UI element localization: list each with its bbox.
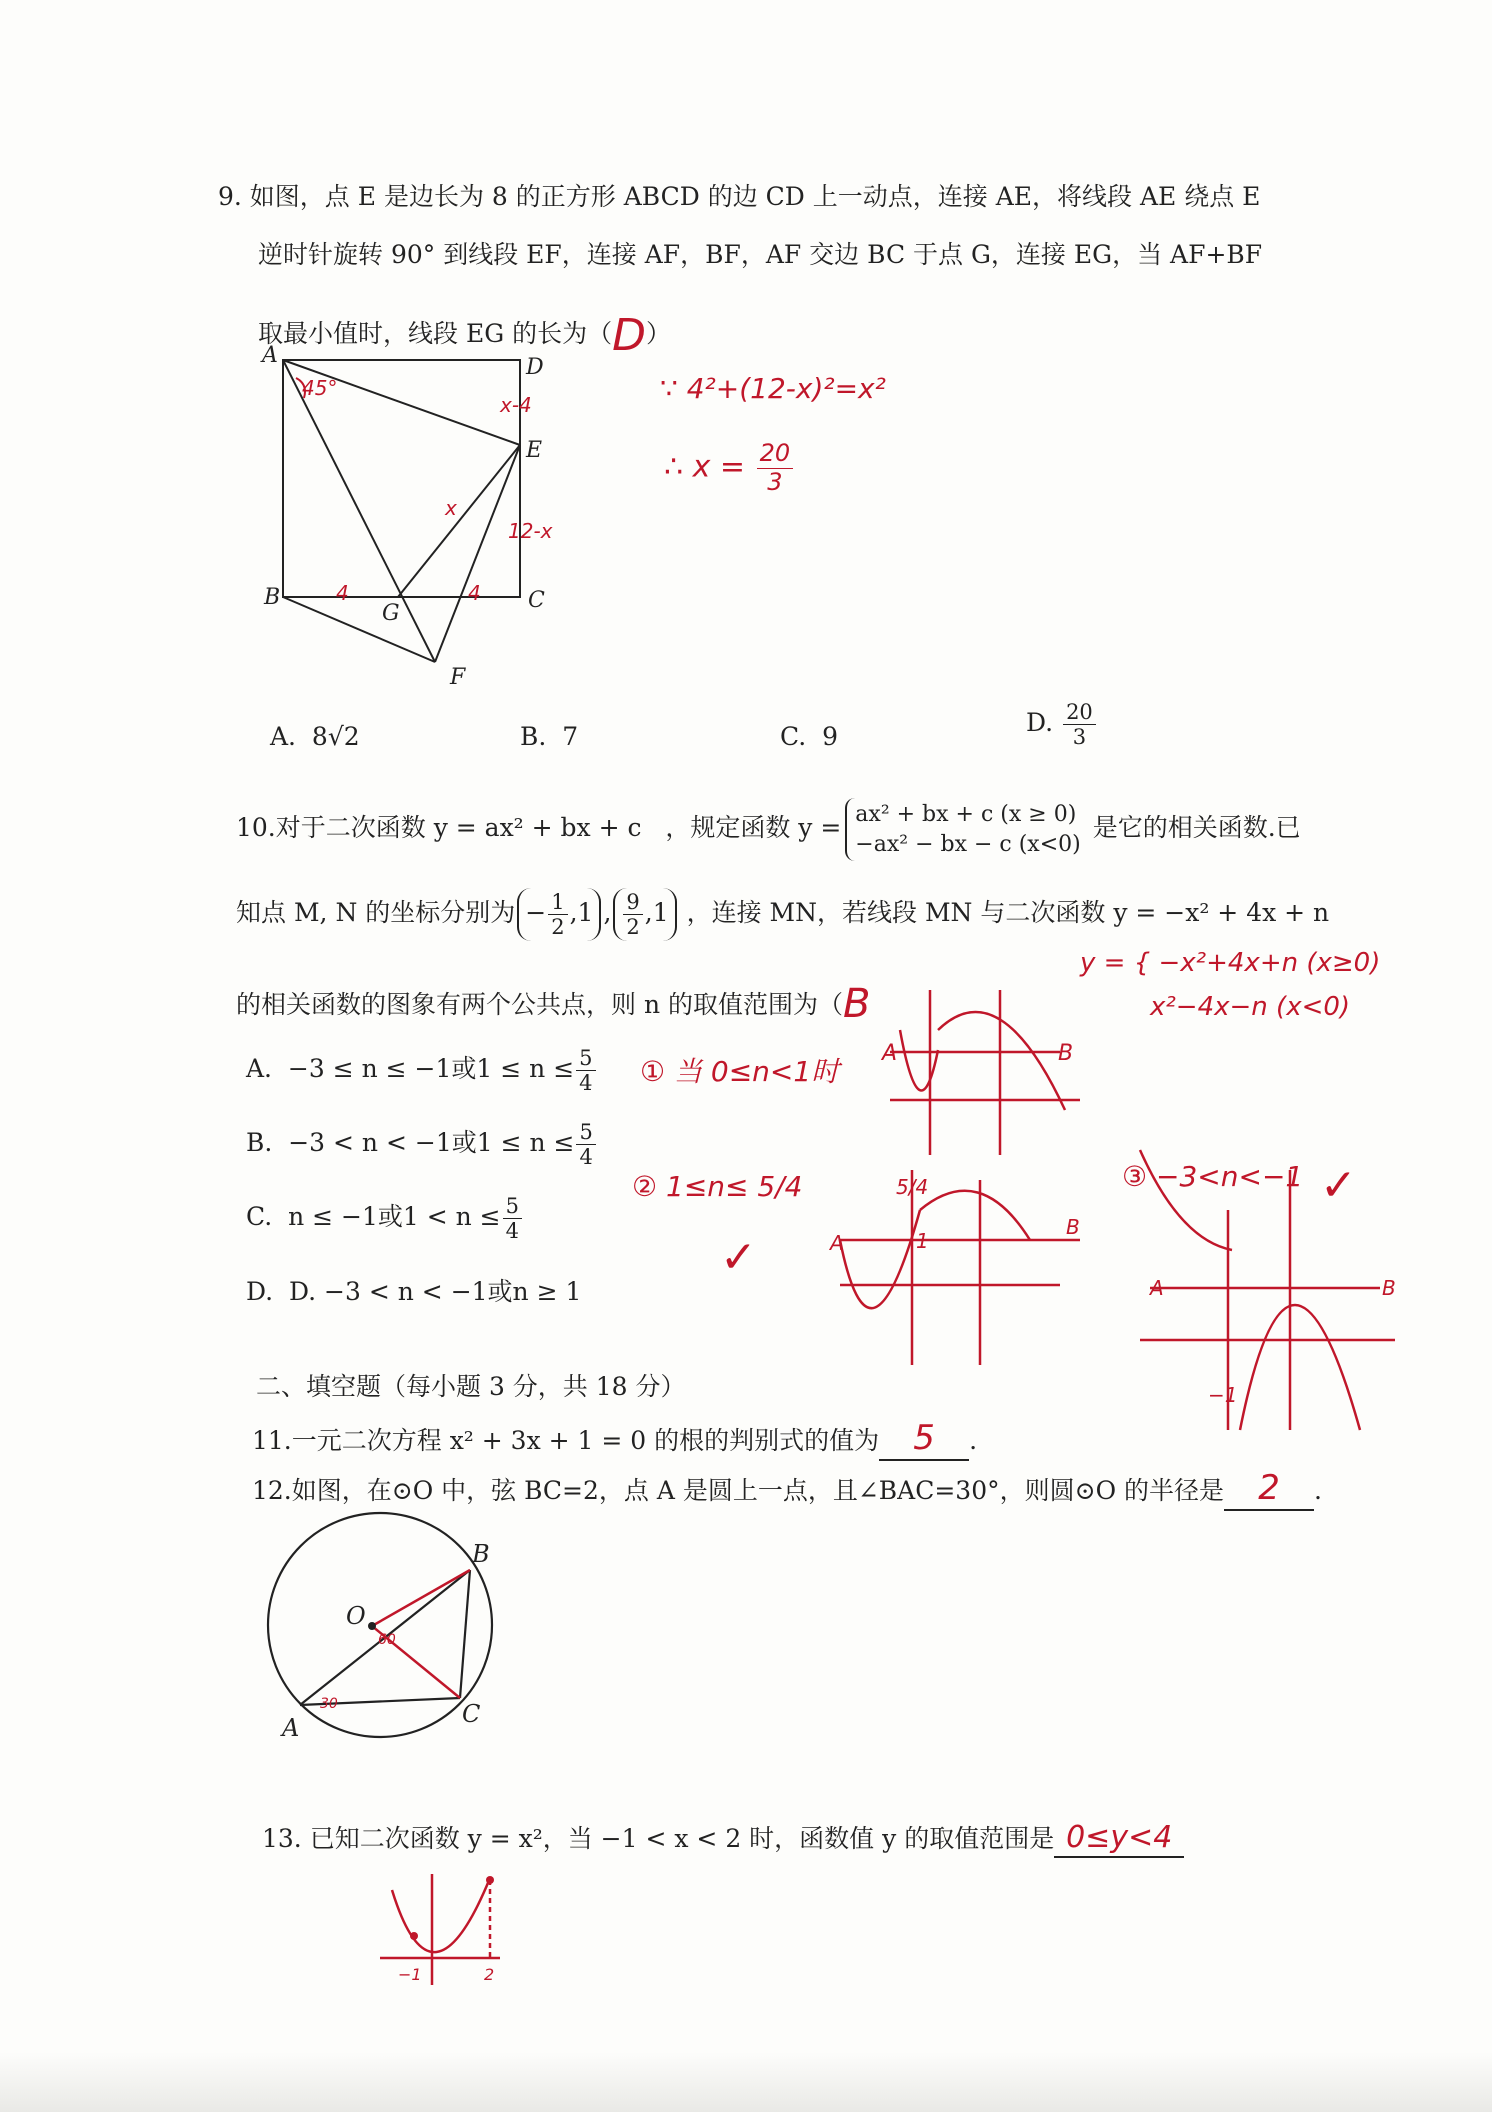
q9-option-d-num: 20 bbox=[1063, 700, 1096, 725]
q10-case2: −ax² − bx − c (x<0) bbox=[855, 831, 1081, 857]
q10-sketch-1 bbox=[880, 990, 1100, 1160]
q9-work-angle: 45° bbox=[302, 376, 338, 400]
q9-figure bbox=[250, 343, 650, 690]
q9-work-bg: 4 bbox=[336, 581, 349, 605]
q12-label-c: C bbox=[462, 1700, 481, 1728]
q10-sketch3-neg1: −1 bbox=[1208, 1383, 1238, 1407]
q13-work-neg1: −1 bbox=[398, 1965, 422, 1984]
q10-option-b-den: 4 bbox=[579, 1145, 593, 1170]
q9-line2: 逆时针旋转 90° 到线段 EF，连接 AF，BF，AF 交边 BC 于点 G，连接 EG，当 AF+BF bbox=[258, 240, 1263, 269]
q11-blank bbox=[879, 1418, 969, 1461]
q9-option-d bbox=[1026, 700, 1098, 749]
q9-option-a bbox=[270, 722, 360, 751]
q10-work-case2: ② 1≤n≤ 5/4 bbox=[632, 1170, 803, 1203]
q11-answer: 5 bbox=[913, 1418, 935, 1458]
q10-work-piece2: x²−4x−n (x<0) bbox=[1150, 992, 1351, 1022]
q10-option-b-text: −3 < n < −1或1 ≤ n ≤ bbox=[288, 1128, 575, 1158]
q9-work-line2 bbox=[664, 440, 795, 496]
q9-line1: 9. 如图，点 E 是边长为 8 的正方形 ABCD 的边 CD 上一动点，连接 AE，将线段 AE 绕点 E bbox=[218, 182, 1261, 211]
label-f: F bbox=[450, 665, 466, 690]
label-c: C bbox=[528, 588, 545, 613]
q10-option-c-den: 4 bbox=[505, 1219, 520, 1244]
q10-option-a-den: 4 bbox=[579, 1071, 593, 1096]
q12-text: 12.如图，在⊙O 中，弦 BC=2，点 A 是圆上一点，且∠BAC=30°，则圆⊙O 的半径是 bbox=[252, 1476, 1225, 1505]
q10-n-frac bbox=[623, 890, 642, 939]
q10-intro: 10.对于二次函数 y = ax² + bx + c bbox=[236, 813, 642, 843]
q10-m-num: 1 bbox=[548, 890, 567, 915]
q9-option-c-value: 9 bbox=[822, 722, 838, 751]
q10-line2a: 知点 M, N 的坐标分别为 bbox=[236, 898, 516, 928]
q9-option-c-label: C. bbox=[780, 722, 807, 751]
q9-work-de: x-4 bbox=[500, 393, 532, 417]
q9-option-a-value: 8√2 bbox=[311, 722, 360, 751]
q9-option-b bbox=[520, 722, 578, 751]
q10-sketch2-1: 1 bbox=[916, 1229, 929, 1253]
q13-text: 13. 已知二次函数 y = x²，当 −1 < x < 2 时，函数值 y 的取值范围是 bbox=[262, 1824, 1055, 1853]
q10-m-y: ,1 bbox=[569, 898, 594, 928]
q10-answer: B bbox=[843, 981, 871, 1027]
q10-option-b-num: 5 bbox=[576, 1120, 595, 1145]
q10-option-a-num: 5 bbox=[576, 1046, 595, 1071]
q9-option-d-frac bbox=[1063, 700, 1096, 749]
q12-work-30: 30 bbox=[320, 1696, 338, 1712]
q10-work-tick-2: ✓ bbox=[720, 1232, 757, 1283]
q10-sketch-2 bbox=[830, 1170, 1090, 1370]
q9-option-c bbox=[780, 722, 838, 751]
q13-blank bbox=[1054, 1820, 1184, 1858]
q10-option-d bbox=[246, 1272, 581, 1308]
section2-title: 二、填空题（每小题 3 分，共 18 分） bbox=[256, 1372, 686, 1401]
q10-option-b bbox=[246, 1120, 598, 1169]
q9-option-a-label: A. bbox=[270, 722, 297, 751]
q12-label-b: B bbox=[472, 1540, 490, 1568]
q10-option-c bbox=[246, 1194, 524, 1243]
q10-sketch2-a: A bbox=[830, 1231, 844, 1255]
q10-n-den: 2 bbox=[626, 915, 640, 940]
q10-line3-text: 的相关函数的图象有两个公共点，则 n 的取值范围为（ bbox=[236, 990, 843, 1019]
q9-work-eg: x bbox=[445, 496, 457, 520]
label-d: D bbox=[526, 355, 544, 380]
q9-work-frac bbox=[757, 440, 794, 496]
segment-eg bbox=[398, 445, 520, 597]
q10-sketch1-a: A bbox=[882, 1041, 898, 1066]
q11-end: . bbox=[969, 1426, 978, 1455]
q12-label-a: A bbox=[282, 1714, 300, 1742]
q10-line2: 知点 M, N 的坐标分别为 − $\frac{1}{2}$ ,1 , $\frac{9}{2}$ ,1 ，连接 MN，若线段 MN 与二次函数 y = −x² + 4x + n bbox=[236, 888, 1329, 941]
label-a: A bbox=[262, 343, 278, 368]
q10-m-frac bbox=[548, 890, 567, 939]
q9-option-d-den: 3 bbox=[1072, 725, 1087, 750]
q13-work-2: 2 bbox=[484, 1965, 495, 1984]
q10-option-c-label: C. bbox=[246, 1202, 273, 1232]
q10-sketch1-b: B bbox=[1058, 1041, 1074, 1066]
q9-option-b-value: 7 bbox=[562, 722, 579, 751]
q9-line3 bbox=[258, 302, 672, 361]
q11-line bbox=[252, 1418, 977, 1461]
q9-work-den: 3 bbox=[767, 467, 783, 496]
label-e: E bbox=[526, 438, 543, 463]
q10-line2b: ，连接 MN，若线段 MN 与二次函数 y = −x² + 4x + n bbox=[686, 898, 1330, 928]
q10-work-tick-3: ✓ bbox=[1320, 1160, 1357, 1211]
q10-option-a bbox=[246, 1046, 598, 1095]
label-g: G bbox=[382, 601, 400, 626]
q12-label-o: O bbox=[346, 1602, 366, 1630]
q12-answer: 2 bbox=[1258, 1468, 1280, 1508]
q10-option-a-label: A. bbox=[246, 1054, 273, 1084]
q10-line3 bbox=[236, 976, 871, 1027]
q10-sketch3-b: B bbox=[1382, 1276, 1396, 1300]
q10-rule-end: 是它的相关函数.已 bbox=[1092, 813, 1301, 843]
q10-sketch2-b: B bbox=[1066, 1215, 1080, 1239]
q10-work-case3: ③ −3<n<−1 bbox=[1122, 1160, 1304, 1193]
q10-option-b-label: B. bbox=[246, 1128, 273, 1158]
q10-option-c-num: 5 bbox=[503, 1194, 522, 1219]
q10-sketch-3 bbox=[1130, 1140, 1400, 1430]
chord-bc bbox=[460, 1570, 470, 1698]
q9-answer: D bbox=[612, 310, 647, 361]
q10-option-d-text: D. −3 < n < −1或n ≥ 1 bbox=[289, 1277, 582, 1306]
q9-option-d-label: D. bbox=[1026, 708, 1054, 738]
q10-n-num: 9 bbox=[623, 890, 642, 915]
segment-bf bbox=[283, 597, 435, 662]
q10-line1 bbox=[236, 798, 1301, 861]
q10-option-d-label: D. bbox=[246, 1277, 274, 1306]
q9-line3-end: ） bbox=[646, 319, 672, 348]
q10-work-piece1: y = { −x²+4x+n (x≥0) bbox=[1080, 948, 1381, 978]
q13-sketch bbox=[380, 1870, 520, 1990]
q13-answer: 0≤y<4 bbox=[1066, 1820, 1173, 1855]
q10-case1: ax² + bx + c (x ≥ 0) bbox=[855, 802, 1077, 827]
q10-piecewise bbox=[845, 798, 1088, 861]
q9-option-b-label: B. bbox=[520, 722, 547, 751]
label-b: B bbox=[264, 585, 281, 610]
segment-ef bbox=[435, 445, 520, 662]
q12-end: . bbox=[1314, 1476, 1322, 1505]
q10-option-a-text: −3 ≤ n ≤ −1或1 ≤ n ≤ bbox=[287, 1054, 575, 1084]
q12-work-60: 60 bbox=[378, 1632, 396, 1648]
q10-point-m bbox=[517, 888, 601, 941]
q9-work-gc: 4 bbox=[468, 581, 481, 605]
q10-sketch2-54: 5/4 bbox=[896, 1175, 929, 1199]
q9-work-num: 20 bbox=[757, 440, 794, 469]
q10-n-y: ,1 bbox=[644, 898, 669, 928]
q11-text: 11.一元二次方程 x² + 3x + 1 = 0 的根的判别式的值为 bbox=[252, 1426, 880, 1455]
q10-option-c-frac bbox=[503, 1194, 522, 1243]
q13-line bbox=[262, 1820, 1184, 1858]
q12-figure bbox=[250, 1500, 530, 1750]
q10-work-case1: ① 当 0≤n<1时 bbox=[640, 1055, 840, 1088]
q9-line3-text: 取最小值时，线段 EG 的长为（ bbox=[258, 319, 613, 348]
page-bottom-shadow bbox=[0, 2052, 1492, 2112]
q10-m-sign: − bbox=[525, 898, 547, 928]
q10-m-den: 2 bbox=[551, 915, 565, 940]
q10-rule: ，规定函数 y = bbox=[665, 813, 842, 843]
q10-sketch3-a: A bbox=[1150, 1276, 1164, 1300]
q10-option-b-frac bbox=[576, 1120, 595, 1169]
q12-blank bbox=[1224, 1468, 1314, 1511]
q10-point-n bbox=[613, 888, 676, 941]
q10-option-a-frac bbox=[576, 1046, 595, 1095]
q9-work-line2-text: ∴ x = bbox=[664, 449, 755, 485]
q9-work-line1: ∵ 4²+(12-x)²=x² bbox=[660, 372, 886, 405]
q10-option-c-text: n ≤ −1或1 < n ≤ bbox=[288, 1202, 501, 1232]
q9-work-ec: 12-x bbox=[508, 519, 553, 543]
